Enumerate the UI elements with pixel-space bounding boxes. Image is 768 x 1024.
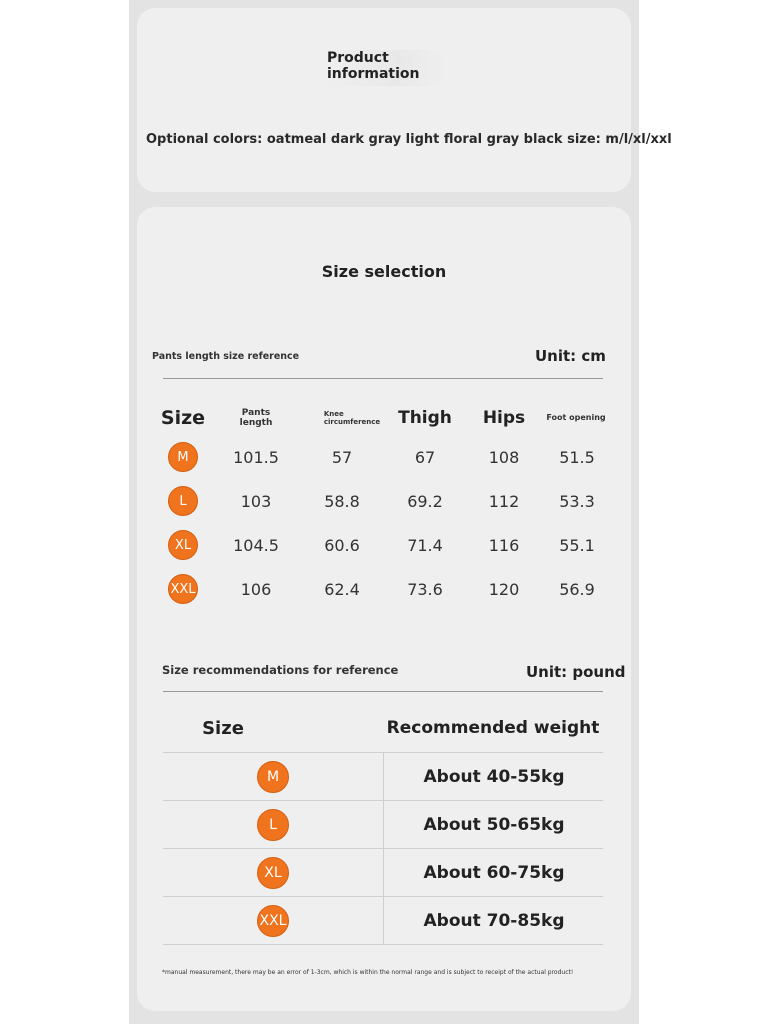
foot-opening-cell: 55.1	[559, 535, 595, 555]
table-row	[148, 484, 618, 518]
product-info-title: Product information	[327, 50, 445, 86]
size-recommendations-label: Size recommendations for reference	[162, 663, 399, 677]
thigh-cell: 67	[414, 447, 436, 467]
table-row	[148, 528, 618, 562]
foot-opening-cell: 51.5	[559, 447, 595, 467]
knee-cell: 57	[331, 447, 353, 467]
weight-cell: About 50-65kg	[383, 801, 604, 848]
knee-cell: 60.6	[324, 535, 360, 555]
size-badge: XXL	[168, 574, 198, 604]
thigh-cell: 73.6	[407, 579, 443, 599]
header-hips: Hips	[482, 408, 526, 428]
size-badge: XL	[257, 857, 289, 889]
recommendation-table-header	[163, 710, 603, 752]
table-row	[163, 848, 603, 896]
hips-cell: 112	[488, 491, 520, 511]
size-table-header	[148, 401, 618, 435]
hips-cell: 120	[488, 579, 520, 599]
header-thigh: Thigh	[398, 408, 452, 428]
table-row	[148, 440, 618, 474]
size-badge: L	[168, 486, 198, 516]
size-badge: M	[168, 442, 198, 472]
table-row	[163, 896, 603, 945]
header-foot-opening: Foot opening	[546, 413, 606, 422]
table-row	[148, 572, 618, 606]
thigh-cell: 71.4	[407, 535, 443, 555]
hips-cell: 108	[488, 447, 520, 467]
size-selection-title: Size selection	[321, 262, 447, 281]
foot-opening-cell: 53.3	[559, 491, 595, 511]
size-badge: XXL	[257, 905, 289, 937]
pants-length-cell: 101.5	[233, 447, 279, 467]
divider	[163, 378, 603, 379]
size-badge: M	[257, 761, 289, 793]
recommendation-table	[163, 710, 603, 945]
header-recommended-weight: Recommended weight	[386, 718, 600, 738]
size-badge: L	[257, 809, 289, 841]
table-row	[163, 752, 603, 800]
weight-cell: About 70-85kg	[383, 897, 604, 944]
pants-length-cell: 103	[240, 491, 272, 511]
knee-cell: 62.4	[324, 579, 360, 599]
header-size: Size	[202, 718, 244, 739]
pants-length-cell: 106	[240, 579, 272, 599]
divider	[163, 691, 603, 692]
pants-unit-label: Unit: cm	[535, 347, 606, 365]
pants-length-reference-label: Pants length size reference	[152, 351, 300, 362]
weight-cell: About 60-75kg	[383, 849, 604, 896]
header-pants-length: Pants length	[239, 408, 273, 428]
knee-cell: 58.8	[324, 491, 360, 511]
pants-length-cell: 104.5	[233, 535, 279, 555]
header-knee-circumference: Knee circumference	[323, 410, 381, 426]
product-info-card	[137, 8, 672, 192]
weight-unit-label: Unit: pound	[526, 663, 626, 681]
foot-opening-cell: 56.9	[559, 579, 595, 599]
measurement-footnote: *manual measurement, there may be an error of 1-3cm, which is within the normal range and is subject to receipt of the actual product!	[162, 969, 574, 976]
thigh-cell: 69.2	[407, 491, 443, 511]
table-row	[163, 800, 603, 848]
weight-cell: About 40-55kg	[383, 753, 604, 800]
size-badge: XL	[168, 530, 198, 560]
header-size: Size	[160, 407, 206, 429]
hips-cell: 116	[488, 535, 520, 555]
colors-and-sizes-text: Optional colors: oatmeal dark gray light floral gray black size: m/l/xl/xxl	[146, 132, 672, 147]
